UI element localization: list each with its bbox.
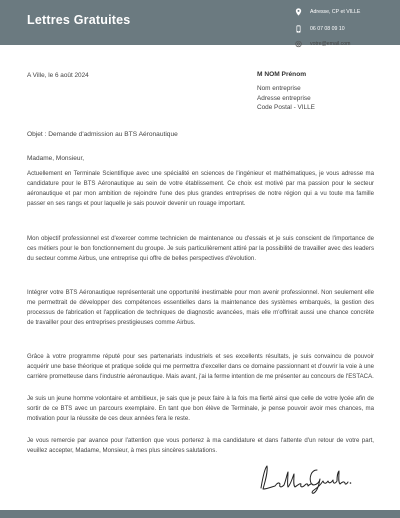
place-date: A Ville, le 6 août 2024 [27, 72, 89, 79]
email-text[interactable]: votre@email.com [310, 41, 351, 47]
contact-email [295, 39, 350, 49]
footer-bar [0, 510, 400, 518]
body-paragraph: Je suis un jeune homme volontaire et ambitieux, je sais que je peux faire à la fois ma fierté ainsi que celle de votre lycée afin de sortir de ce BTS avec un parcours exemplaire. En tant que bon élève de Terminale, je pense pouvoir avoir mes chances, ma motivation pour la réussite de ces deux années fera le reste. [27, 395, 374, 423]
at-sign-icon [295, 40, 302, 48]
recipient-company: Nom entreprise [257, 85, 301, 92]
brand-title: Lettres Gratuites [27, 13, 131, 27]
contact-address [295, 7, 360, 17]
address-text: Adresse, CP et VILLE [310, 9, 361, 15]
recipient-address: Adresse entreprise [257, 94, 311, 102]
body-paragraph: Grâce à votre programme réputé pour ses partenariats industriels et ses excellents résultats, je suis convaincu de pouvoir acquérir une base théorique et pratique solide qui me permettra d'exceller dans ce domaine passionnant et d'ouvrir la voie à une carrière prometteuse dans l'industrie aéronautique. Mais avant, j'ai la ferme intention de me présenter au concours de l'ESTACA. [27, 353, 374, 381]
recipient-name: M NOM Prénom [257, 71, 307, 78]
body-paragraph: Mon objectif professionnel est d'exercer comme technicien de maintenance ou d'essais et je suis conscient de l'importance de ces métiers pour le bon fonctionnement du groupe. Je suis particulièrement attiré par la possibilité de travailler avec des leaders du secteur comme Airbus, une entreprise qui offre de belles perspectives d'évolution. [27, 235, 374, 263]
phone-text: 06 07 08 09 10 [310, 26, 345, 32]
body-paragraph: Intégrer votre BTS Aéronautique représenterait une opportunité inestimable pour mon avenir professionnel. Non seulement elle me permettrait de développer des compétences essentielles dans la maintenance des systèmes embarqués, la gestion des processus de fabrication et l'application de techniques de diagnostic avancées, mais elle m'offrirait aussi une chance concrète de travailler pour des entreprises prestigieuses comme Airbus. [27, 289, 374, 327]
location-pin-icon [295, 8, 302, 16]
body-paragraph: Actuellement en Terminale Scientifique avec une spécialité en sciences de l'ingénieur et mathématiques, je vous adresse ma candidature pour le BTS Aéronautique au sein de votre établissement. Ce choix est motivé par ma passion pour le secteur aéronautique et par mon ambition de rejoindre l'une des plus grandes entreprises de notre région qui a vu toute ma famille passer en ses rangs et pour laquelle je sais pouvoir devenir un rouage important. [27, 170, 374, 208]
letter-subject: Objet : Demande d'admission au BTS Aéronautique [27, 131, 178, 138]
salutation: Madame, Monsieur, [27, 155, 85, 162]
contact-phone [295, 24, 345, 34]
phone-icon [295, 25, 302, 33]
handwritten-signature [253, 462, 353, 496]
body-paragraph: Je vous remercie par avance pour l'attention que vous porterez à ma candidature et dans l'attente d'un retour de votre part, veuillez accepter, Madame, Monsieur, à mes plus sincères salutations. [27, 437, 374, 455]
recipient-postal: Code Postal - VILLE [257, 104, 315, 111]
recipient-block [257, 71, 315, 113]
